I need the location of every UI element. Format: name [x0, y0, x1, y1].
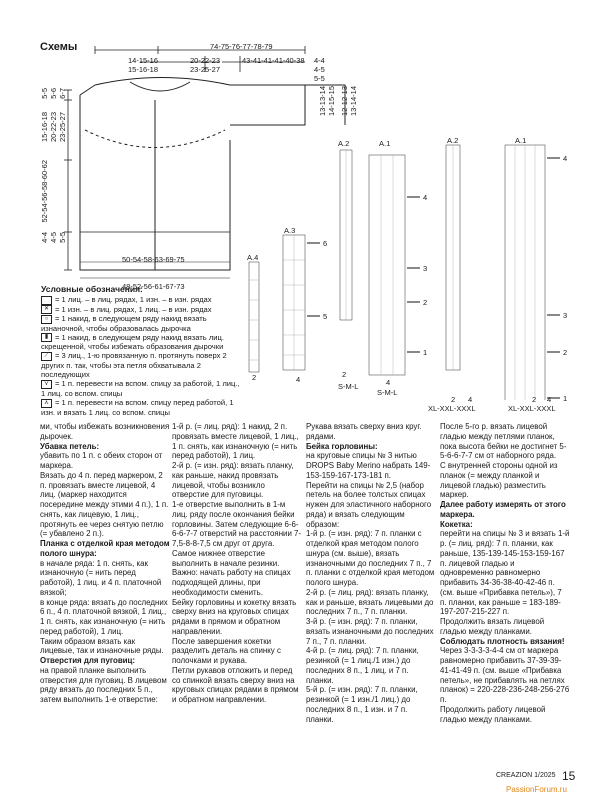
chart-bottom-number: 4: [468, 395, 473, 404]
dim-label: 20-22-23: [49, 112, 58, 143]
dim-label: 4-5: [49, 232, 58, 243]
paragraph: Кокетка:: [440, 519, 473, 529]
paragraph: в конце ряда: вязать до последних 6 п., 4 п. платочной вязкой, 1 лиц., 1 п. снять, как изнаночную (= нить перед работой), 1 лиц.: [40, 597, 168, 636]
size-label: S-M-L: [377, 388, 398, 397]
paragraph: убавить по 1 п. с обеих сторон от маркера.: [40, 451, 163, 470]
text-column-3: [306, 422, 436, 724]
dim-label: 52-54-56-58-60-62: [40, 160, 49, 223]
paragraph: ми, чтобы избежать возникновения дырочек.: [40, 422, 170, 441]
dim-label: 15-16-18: [40, 112, 49, 143]
dim-label: 5-5: [40, 88, 49, 99]
paragraph: 5-й р. (= изн. ряд): 7 п. планки, резинкой (= 1 изн./1 лиц.) до последних 8 п., 1 изн. и 7 п. планки.: [306, 685, 418, 724]
dim-label: 5-6: [49, 88, 58, 99]
chart-bottom-number: 2: [532, 395, 537, 404]
paragraph: Продолжить вязать лицевой гладью между планками.: [440, 617, 545, 636]
dim-label: 23-25-27: [190, 65, 221, 74]
schematic-title: Схемы: [40, 41, 78, 53]
paragraph: перейти на спицы № 3 и вязать 1-й р. (= лиц. ряд): 7 п. планки, как раньше, 135-139-145-153-159-167 п. лицевой гладью и одновременно равномерно прибавить 34-36-38-40-42-46 п. (см. выше «Прибавка петель»), 7 п. планки, как раньше = 183-189-197-207-215-227 п.: [440, 529, 570, 617]
row-marker: 3: [563, 311, 568, 320]
paragraph: После 5-го р. вязать лицевой гладью между петлями планок, пока высота бейки не достигнет 5-5-6-6-7-7 см от наборного ряда.: [440, 422, 567, 461]
paragraph: Убавка петель:: [40, 441, 100, 451]
row-marker: 2: [423, 298, 428, 307]
purl-stitch-icon: ✕: [41, 305, 52, 314]
legend-item: ⋎ = 1 п. перевести на вспом. спицу за работой, 1 лиц., 1 лиц. со вспом. спицы: [41, 379, 240, 398]
yarn-over-hole-icon: ○: [41, 315, 52, 324]
paragraph: Через 3-3-3-3-4-4 см от маркера равномерно прибавить 37-39-39-41-41-49 п. (см. выше «Прибавка петель», не прибавлять на петлях планок) = 220-228-236-248-256-276 п.: [440, 646, 570, 704]
paragraph: 2-й р. (= изн. ряд): вязать планку, как раньше, накид провязать лицевой, чтобы возникло отверстие для пуговицы.: [172, 461, 294, 500]
paragraph: Вязать до 4 п. перед маркером, 2 п. провязать вместе лицевой, 4 лиц. (маркер находится посередине между этими 4 п.), 1 п. снять, как лицевую, 1 лиц., протянуть ее через снятую петлю (= убавлено 2 п.).: [40, 470, 169, 539]
paragraph: 2-й р. (= лиц. ряд): вязать планку, как и раньше, вязать лицевыми до последних 7 п., 7 п. планки.: [306, 587, 434, 617]
row-marker: 3: [423, 264, 428, 273]
chart-bottom-number: 4: [547, 395, 552, 404]
chart-bottom-number: 4: [296, 375, 301, 384]
chart-bottom-number: 2: [451, 395, 456, 404]
legend-item: ✕ = 1 изн. – в лиц. рядах, 1 лиц. – в изн. рядах: [41, 305, 241, 315]
dim-label: 20-22-23: [190, 56, 221, 65]
dim-label: 12-12-13: [340, 86, 349, 117]
paragraph: на круговые спицы № 3 нитью DROPS Baby Merino набрать 149-153-159-167-173-181 п.: [306, 451, 431, 480]
cable-front-icon: ⋏: [41, 399, 52, 408]
row-marker: 1: [423, 348, 428, 357]
text-column-4: [440, 422, 570, 724]
chart-bottom-number: 2: [342, 370, 347, 379]
dim-label: 13-14-14: [349, 86, 358, 117]
paragraph: Соблюдать плотность вязания!: [440, 636, 565, 646]
cable-back-icon: ⋎: [41, 380, 52, 389]
dim-label: 4-5: [314, 65, 325, 74]
paragraph: Перейти на спицы № 2,5 (набор петель на более толстых спицах нужен для эластичного наборного ряда) и вязать следующим образом:: [306, 480, 432, 529]
paragraph: Самое нижнее отверстие выполнить в начале резинки.: [172, 548, 280, 568]
legend-item: ⟋ = 3 лиц., 1-ю провязанную п. протянуть поверх 2 других п. так, чтобы эта петля обхватывала 2 последующих: [41, 351, 227, 380]
legend-item: ⋏ = 1 п. перевести на вспом. спицу перед работой, 1 изн. и вязать 1 лиц. со вспом. спицы: [41, 398, 234, 417]
magazine-name: CREAZION 1/2025: [496, 772, 556, 779]
chart-label: A.1: [379, 139, 391, 148]
row-marker: 5: [323, 312, 328, 321]
paragraph: Рукава вязать сверху вниз круг. рядами.: [306, 422, 422, 441]
paragraph: 1-е отверстие выполнить в 1-м лиц. ряду после окончания бейки горловины. Затем следующие 6-6-6-6-7-7 отверстий на расстоянии 7-7,5-8-8-7,5 см друг от друга.: [172, 500, 302, 548]
chart-label: A.3: [284, 226, 296, 235]
chart-bottom-number: 2: [252, 373, 257, 382]
page-number: 15: [562, 769, 576, 783]
dim-label: 48-52-56-61-67-73: [122, 282, 185, 291]
dim-label: 15-16-18: [128, 65, 159, 74]
yarn-over-twisted-icon: ▮: [41, 333, 52, 342]
paragraph: 1-й р. (= лиц. ряд): 1 накид, 2 п. провязать вместе лицевой, 1 лиц., 1 п. снять, как изнаночную (= нить перед работой), 1 лиц.: [172, 422, 299, 461]
dim-label: 14-15-16: [128, 56, 159, 65]
paragraph: 4-й р. (= лиц. ряд): 7 п. планки, резинкой (= 1 лиц./1 изн.) до последних 8 п., 1 лиц. и 7 п. планки.: [306, 646, 419, 685]
row-marker: 1: [563, 394, 568, 403]
dim-label: 6-7: [58, 88, 67, 99]
paragraph: Бейка горловины:: [306, 441, 378, 451]
legend-item: ○ = 1 накид, в следующем ряду накид вязать изнаночной, чтобы образовалась дырочка: [41, 314, 207, 333]
paragraph: Бейку горловины и кокетку вязать сверху вниз на круговых спицах рядами в прямом и обратном направлении.: [172, 597, 297, 636]
paragraph: После завершения кокетки разделить деталь на спинку с полочками и рукава.: [172, 636, 281, 665]
watermark: PassionForum.ru: [506, 785, 567, 794]
legend-title: Условные обозначения:: [41, 284, 143, 294]
chart-label: A.2: [338, 139, 350, 148]
paragraph: Продолжить работу лицевой гладью между планками.: [440, 704, 546, 724]
dim-label: 5-5: [314, 74, 325, 83]
legend: [41, 295, 241, 417]
pass-over-icon: ⟋: [41, 352, 52, 361]
dim-label: 4-4: [40, 232, 49, 243]
paragraph: С внутренней стороны одной из планок (= между планкой и лицевой гладью) разместить маркер.: [440, 461, 558, 500]
row-marker: 4: [563, 154, 568, 163]
dim-label: 23-25-27: [58, 112, 67, 143]
paragraph: 1-й р. (= изн. ряд): 7 п. планки с отделкой края методом полого шнура (см. выше), вязать изнаночными до последних 7 п., 7 п. планки с отделкой края методом полого шнура.: [306, 529, 435, 587]
dim-label: 5-5: [58, 232, 67, 243]
text-column-2: [172, 422, 302, 705]
paragraph: Важно: начать работу на спицах подходящей длины, при необходимости сменить.: [172, 568, 291, 597]
paragraph: Таким образом вязать как лицевые, так и изнаночные ряды.: [40, 636, 164, 656]
chart-bottom-number: 4: [386, 378, 391, 387]
paragraph: Отверстия для пуговиц:: [40, 656, 136, 665]
dim-label: 74-75-76-77-78-79: [210, 42, 273, 51]
dim-label: 43-41-41-41-40-38: [242, 56, 305, 65]
legend-item: = 1 лиц. – в лиц. рядах, 1 изн. – в изн. рядах: [41, 295, 241, 305]
row-marker: 2: [563, 348, 568, 357]
chart-label: A.4: [247, 253, 259, 262]
paragraph: Планка с отделкой края методом полого шнура:: [40, 539, 170, 558]
paragraph: 3-й р. (= изн. ряд): 7 п. планки, вязать изнаночными до последних 7 п., 7 п. планки.: [306, 617, 434, 646]
row-marker: 6: [323, 239, 328, 248]
knit-stitch-icon: [41, 296, 52, 305]
paragraph: в начале ряда: 1 п. снять, как изнаночную (= нить перед работой), 1 лиц. и 4 п. платочной вязкой;: [40, 558, 162, 597]
row-marker: 4: [423, 193, 428, 202]
paragraph: Далее работу измерять от этого маркера.: [440, 500, 566, 519]
chart-label: A.1: [515, 136, 527, 145]
legend-item: ▮ = 1 накид, в следующем ряду накид вязать лиц. скрещенной, чтобы избежать образования дырочки: [41, 332, 224, 352]
paragraph: Петли рукавов отложить и перед со спинкой вязать сверху вниз на круговых спицах рядами в прямом и обратном направлении.: [172, 665, 299, 704]
dim-label: 50-54-58-63-69-75: [122, 255, 185, 264]
dim-label: 13-13-14: [318, 86, 327, 117]
size-label: XL-XXL-XXXL: [508, 404, 556, 413]
dim-label: 14-15-15: [327, 86, 336, 117]
dim-label: 4-4: [314, 56, 325, 65]
text-column-1: [40, 422, 170, 705]
size-label: XL-XXL-XXXL: [428, 404, 476, 413]
paragraph: на правой планке выполнить отверстия для пуговиц. В лицевом ряду вязать до последних 5 п., затем выполнить 1-е отверстие:: [40, 665, 167, 704]
size-label: S-M-L: [338, 382, 359, 391]
chart-label: A.2: [447, 136, 459, 145]
